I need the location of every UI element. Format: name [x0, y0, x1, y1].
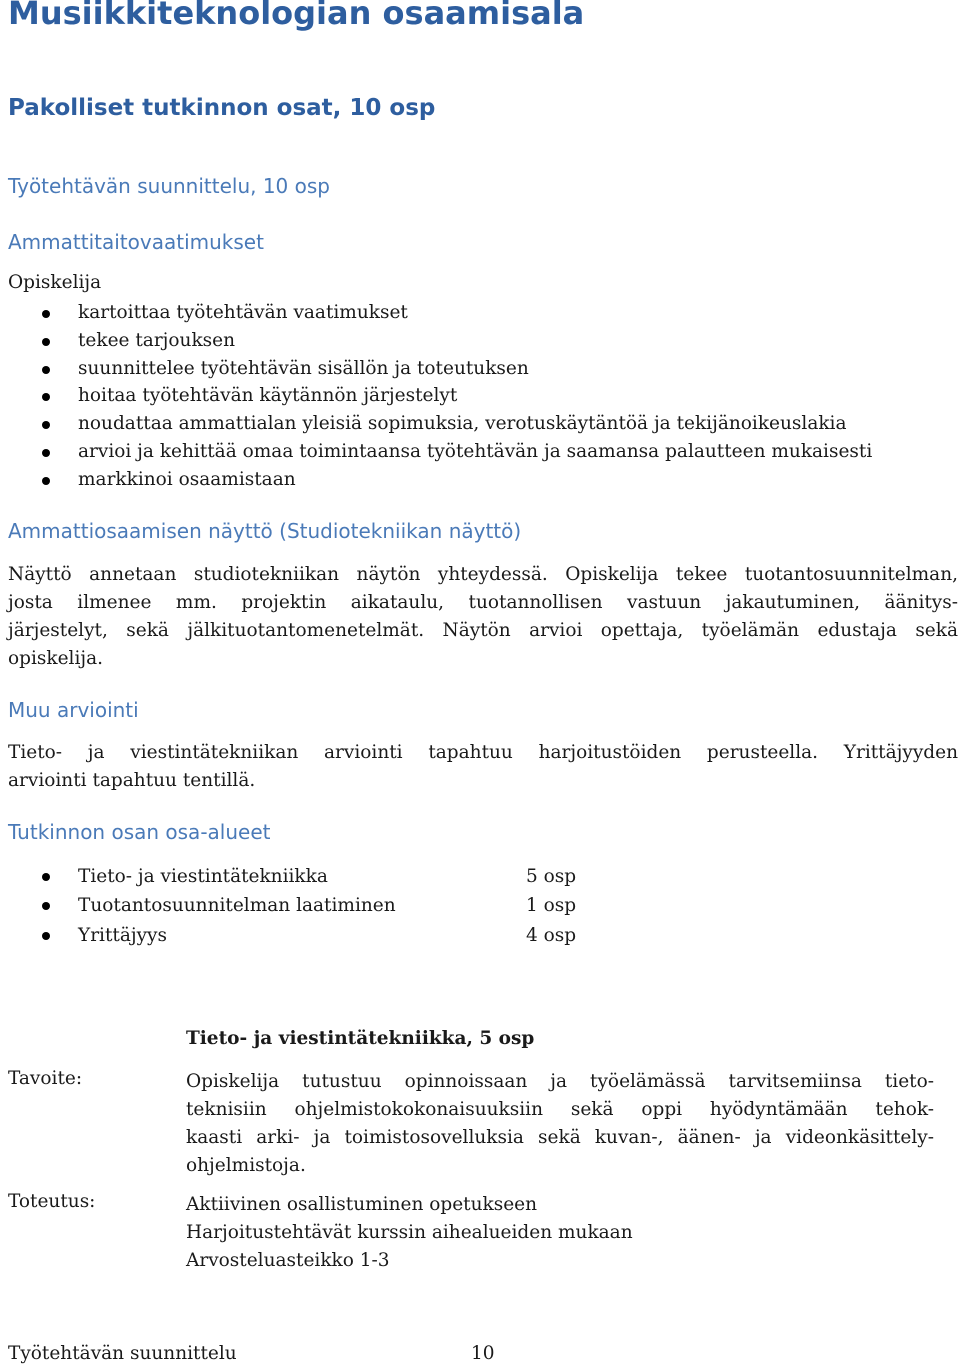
list-item — [78, 891, 577, 920]
course-title: Tieto- ja viestintätekniikka, 5 osp — [186, 1028, 535, 1049]
list-item: markkinoi osaamistaan — [78, 466, 872, 494]
other-assessment-heading: Muu arviointi — [8, 698, 139, 722]
text-line: arviointi tapahtuu tentillä. — [8, 770, 256, 791]
implementation-label: Toteutus: — [8, 1191, 96, 1212]
list-item: tekee tarjouksen — [78, 327, 872, 355]
list-item: kartoittaa työtehtävän vaatimukset — [78, 299, 872, 327]
text-line: Harjoitustehtävät kurssin aihealueiden mukaan — [186, 1222, 633, 1243]
requirements-heading: Ammattitaitovaatimukset — [8, 230, 264, 254]
other-assessment-text — [8, 739, 958, 795]
page-title: Musiikkiteknologian osaamisala — [8, 0, 585, 32]
sub-area-name: Tieto- ja viestintätekniikka — [78, 866, 328, 887]
list-item: suunnittelee työtehtävän sisällön ja toteutuksen — [78, 355, 872, 383]
demonstration-text — [8, 561, 958, 673]
text-line: ohjelmistoja. — [186, 1155, 306, 1176]
goal-label: Tavoite: — [8, 1068, 83, 1089]
sub-area-credits: 1 osp — [526, 895, 577, 917]
text-line: kaasti arki- ja toimistosovelluksia sekä kuvan-, äänen- ja videonkäsittely- — [186, 1127, 934, 1148]
list-item — [78, 862, 577, 891]
text-line: Opiskelija tutustuu opinnoissaan ja työelämässä tarvitsemiinsa tieto- — [186, 1071, 934, 1092]
requirements-list — [78, 299, 872, 494]
goal-text — [186, 1068, 934, 1180]
text-line: Arvosteluasteikko 1-3 — [186, 1250, 390, 1271]
text-line: opiskelija. — [8, 648, 104, 669]
sub-area-credits: 5 osp — [526, 866, 577, 887]
text-line: Näyttö annetaan studiotekniikan näytön yhteydessä. Opiskelija tekee tuotantosuunnitelman, — [8, 564, 958, 585]
text-line: josta ilmenee mm. projektin aikataulu, tuotannollisen vastuun jakautuminen, äänitys- — [8, 592, 958, 613]
text-line: teknisiin ohjelmistokokonaisuuksiin sekä oppi hyödyntämään tehok- — [186, 1099, 934, 1120]
list-item — [78, 921, 577, 950]
footer-page-number: 10 — [471, 1343, 495, 1364]
sub-area-credits: 4 osp — [526, 924, 577, 946]
implementation-text — [186, 1191, 633, 1275]
section-title: Pakolliset tutkinnon osat, 10 osp — [8, 95, 436, 121]
sub-areas-list — [78, 862, 577, 950]
demonstration-heading: Ammattiosaamisen näyttö (Studiotekniikan näyttö) — [8, 519, 522, 543]
list-item: arvioi ja kehittää omaa toimintaansa työtehtävän ja saamansa palautteen mukaisesti — [78, 438, 872, 466]
list-item: hoitaa työtehtävän käytännön järjestelyt — [78, 382, 872, 410]
sub-area-name: Yrittäjyys — [78, 924, 168, 946]
list-item: noudattaa ammattialan yleisiä sopimuksia, verotuskäytäntöä ja tekijänoikeuslakia — [78, 410, 872, 438]
sub-area-name: Tuotantosuunnitelman laatiminen — [78, 895, 396, 917]
requirements-intro: Opiskelija — [8, 272, 102, 293]
text-line: Aktiivinen osallistuminen opetukseen — [186, 1194, 538, 1215]
footer-title: Työtehtävän suunnittelu — [8, 1343, 237, 1364]
text-line: Tieto- ja viestintätekniikan arviointi tapahtuu harjoitustöiden perusteella. Yrittäjyyden — [8, 742, 958, 763]
text-line: järjestelyt, sekä jälkituotantomenetelmät. Näytön arvioi opettaja, työelämän edustaja sekä — [8, 620, 958, 641]
unit-title: Työtehtävän suunnittelu, 10 osp — [8, 174, 330, 198]
sub-areas-heading: Tutkinnon osan osa-alueet — [8, 820, 271, 844]
